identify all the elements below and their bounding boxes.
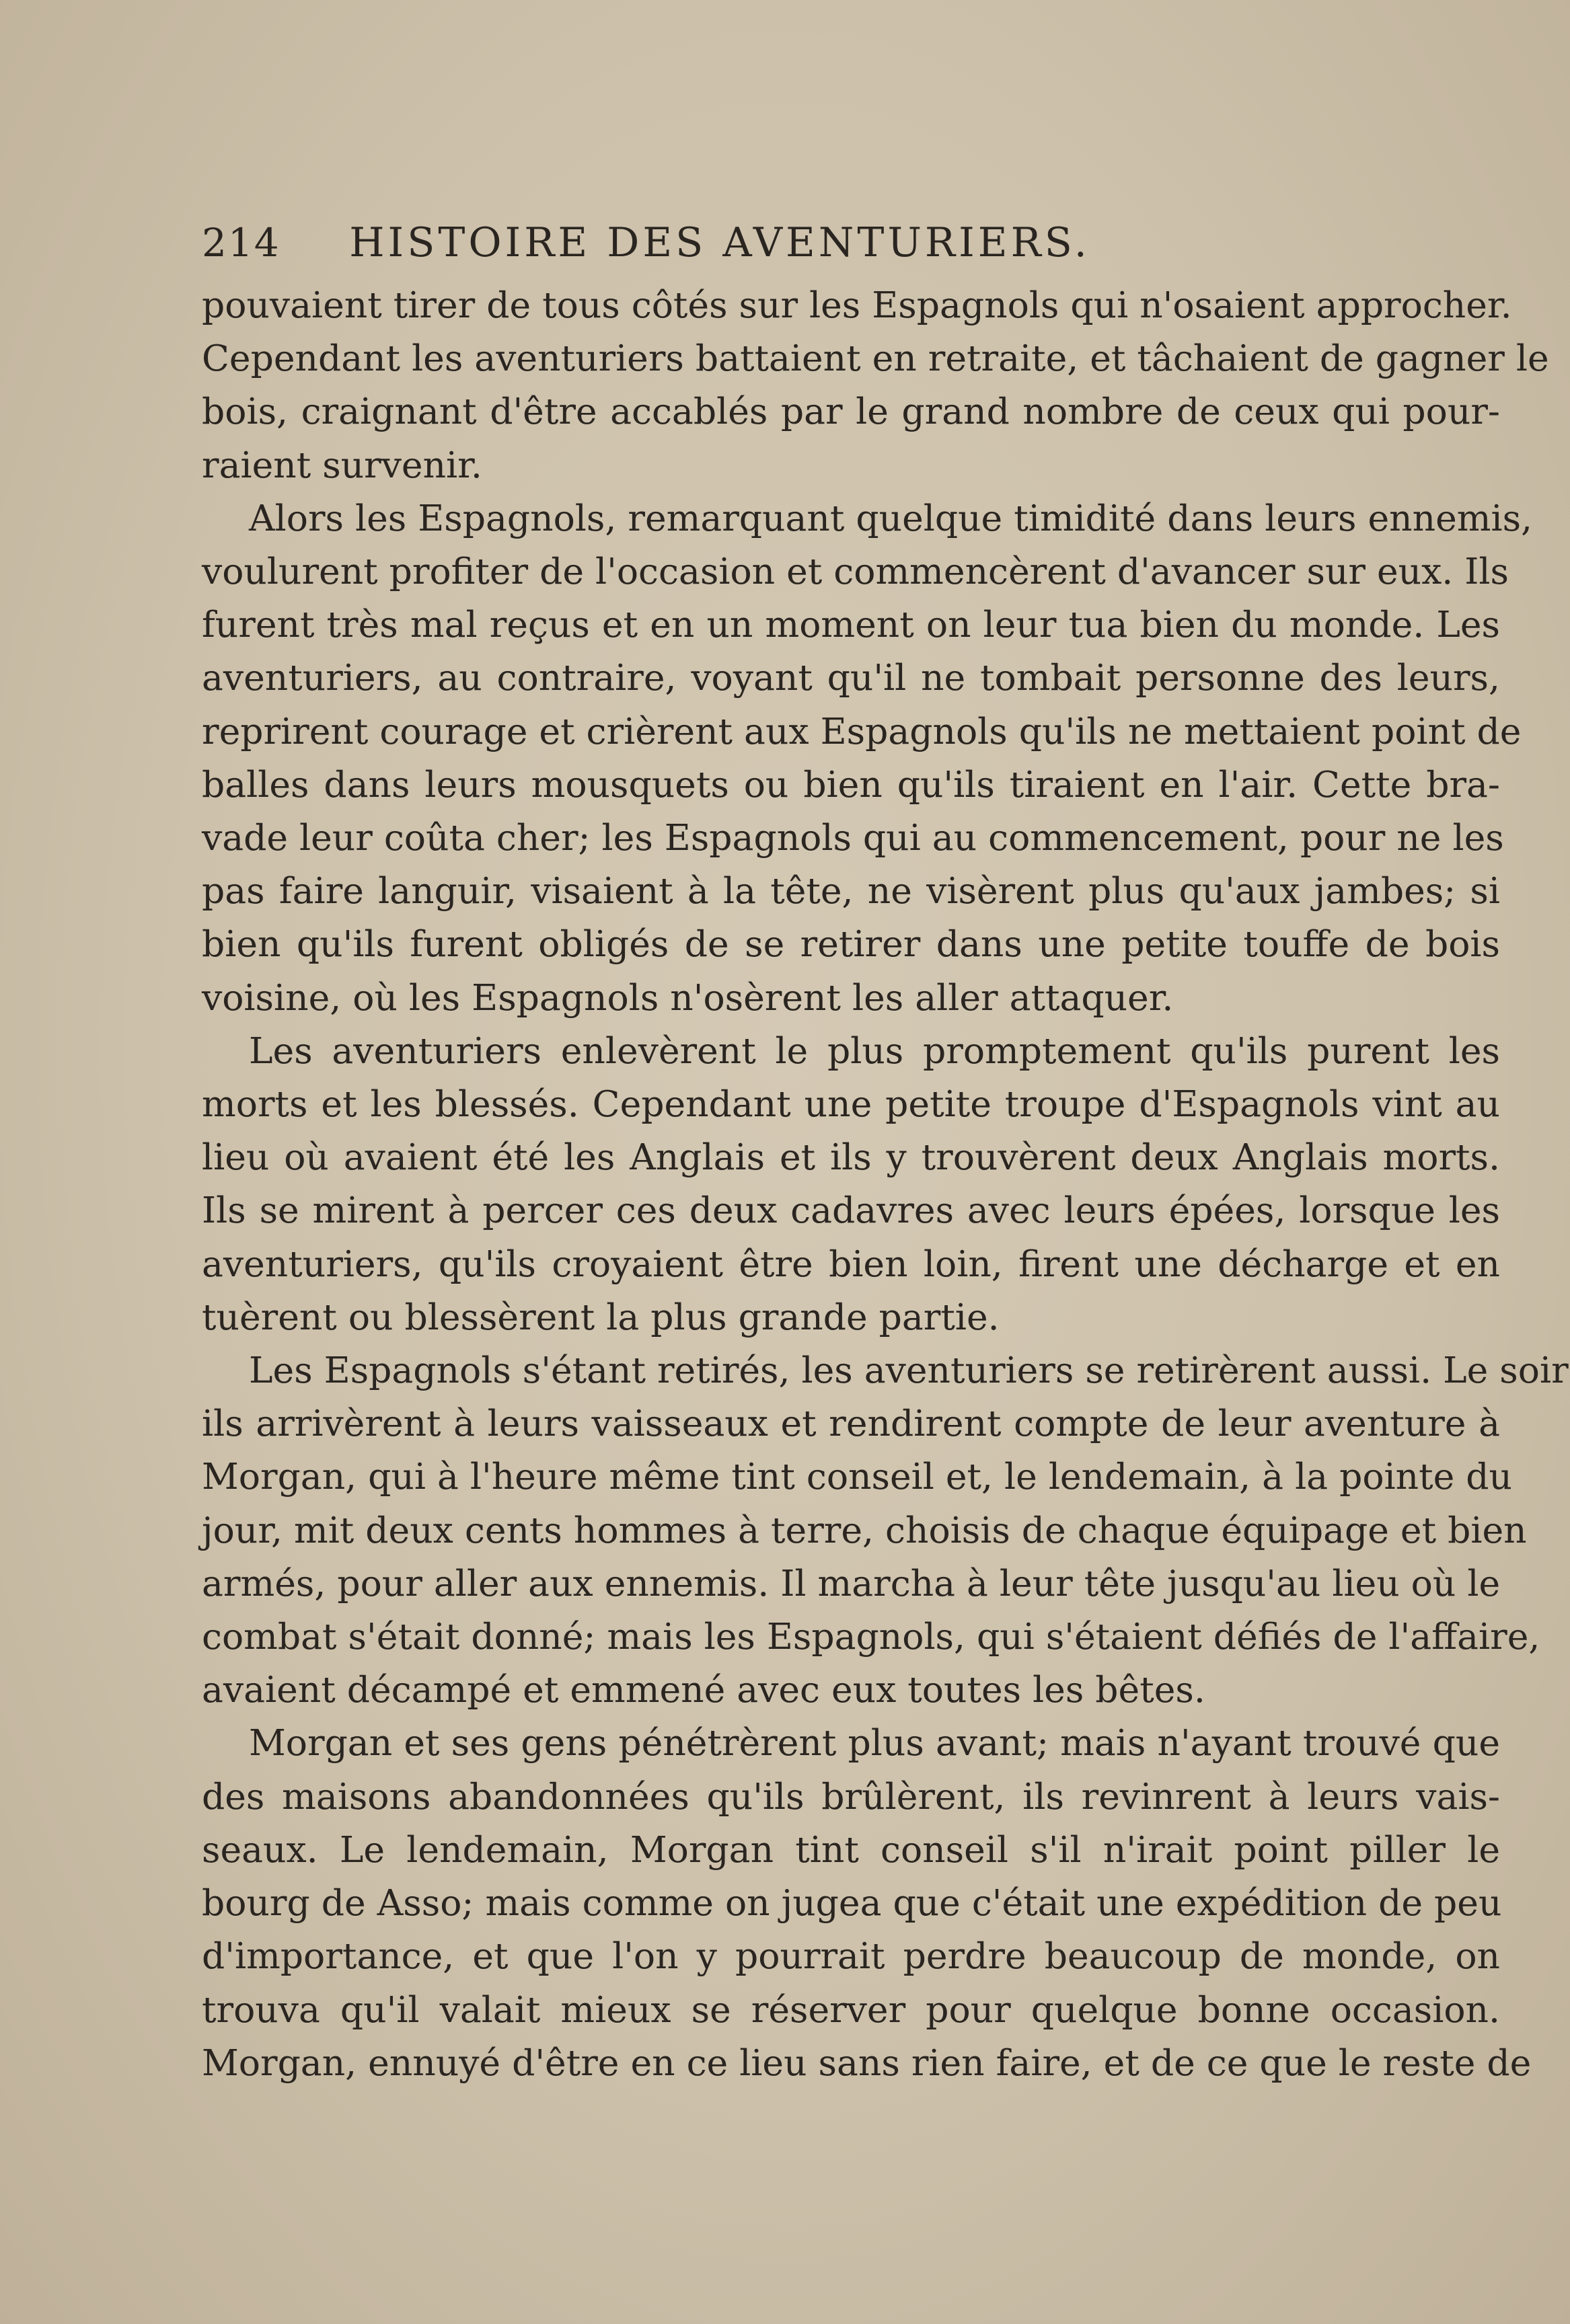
text-line: Alors les Espagnols, remarquant quelque timidité dans leurs ennemis, bbox=[249, 496, 1533, 539]
text-line: lieu où avaient été les Anglais et ils y trouvèrent deux Anglais morts. bbox=[202, 1136, 1500, 1179]
text-line: Les Espagnols s'étant retirés, les aventuriers se retirèrent aussi. Le soir bbox=[249, 1349, 1569, 1392]
page-number: 214 bbox=[202, 220, 281, 266]
text-line: pouvaient tirer de tous côtés sur les Espagnols qui n'osaient approcher. bbox=[202, 284, 1512, 326]
text-line: ils arrivèrent à leurs vaisseaux et rendirent compte de leur aventure à bbox=[202, 1402, 1500, 1445]
text-line: voulurent profiter de l'occasion et commencèrent d'avancer sur eux. Ils bbox=[202, 550, 1509, 593]
text-line: raient survenir. bbox=[202, 443, 482, 486]
text-line: jour, mit deux cents hommes à terre, choisis de chaque équipage et bien bbox=[202, 1508, 1527, 1551]
text-line: Morgan, ennuyé d'être en ce lieu sans rien faire, et de ce que le reste de bbox=[202, 2041, 1532, 2084]
text-line: morts et les blessés. Cependant une petite troupe d'Espagnols vint au bbox=[202, 1083, 1500, 1126]
text-line: Les aventuriers enlevèrent le plus promptement qu'ils purent les bbox=[249, 1029, 1500, 1072]
text-line: seaux. Le lendemain, Morgan tint conseil s'il n'irait point piller le bbox=[202, 1828, 1500, 1871]
paragraph bbox=[202, 1024, 1500, 1344]
text-line: furent très mal reçus et en un moment on leur tua bien du monde. Les bbox=[202, 603, 1500, 646]
text-line: reprirent courage et crièrent aux Espagnols qu'ils ne mettaient point de bbox=[202, 709, 1522, 752]
paragraph bbox=[202, 492, 1533, 1024]
text-line: armés, pour aller aux ennemis. Il marcha à leur tête jusqu'au lieu où le bbox=[202, 1561, 1501, 1604]
text-line: tuèrent ou blessèrent la plus grande partie. bbox=[202, 1295, 1000, 1338]
text-line: avaient décampé et emmené avec eux toutes les bêtes. bbox=[202, 1668, 1205, 1711]
text-line: pas faire languir, visaient à la tête, ne visèrent plus qu'aux jambes; si bbox=[202, 869, 1500, 913]
text-line: voisine, où les Espagnols n'osèrent les aller attaquer. bbox=[202, 976, 1174, 1019]
body-text bbox=[202, 278, 1569, 2089]
paragraph bbox=[202, 1716, 1532, 2089]
running-title: HISTOIRE DES AVENTURIERS. bbox=[349, 219, 1090, 266]
paragraph bbox=[202, 278, 1549, 492]
text-line: Morgan et ses gens pénétrèrent plus avant; mais n'ayant trouvé que bbox=[249, 1721, 1500, 1765]
text-line: Cependant les aventuriers battaient en retraite, et tâchaient de gagner le bbox=[202, 337, 1549, 380]
text-line: Ils se mirent à percer ces deux cadavres avec leurs épées, lorsque les bbox=[202, 1189, 1500, 1232]
text-line: d'importance, et que l'on y pourrait perdre beaucoup de monde, on bbox=[202, 1935, 1500, 1978]
text-line: bien qu'ils furent obligés de se retirer dans une petite touffe de bois bbox=[202, 923, 1500, 966]
text-line: aventuriers, qu'ils croyaient être bien loin, firent une décharge et en bbox=[202, 1242, 1500, 1285]
text-line: combat s'était donné; mais les Espagnols, qui s'étaient défiés de l'affaire, bbox=[202, 1615, 1540, 1658]
text-line: Morgan, qui à l'heure même tint conseil et, le lendemain, à la pointe du bbox=[202, 1455, 1512, 1498]
text-line: aventuriers, au contraire, voyant qu'il ne tombait personne des leurs, bbox=[202, 656, 1500, 699]
paragraph bbox=[202, 1344, 1569, 1716]
text-line: bois, craignant d'être accablés par le grand nombre de ceux qui pour- bbox=[202, 390, 1500, 433]
text-line: bourg de Asso; mais comme on jugea que c'était une expédition de peu bbox=[202, 1882, 1502, 1925]
page-header bbox=[202, 214, 1238, 272]
text-line: vade leur coûta cher; les Espagnols qui au commencement, pour ne les bbox=[202, 816, 1504, 859]
text-line: trouva qu'il valait mieux se réserver pour quelque bonne occasion. bbox=[202, 1988, 1500, 2031]
text-line: des maisons abandonnées qu'ils brûlèrent, ils revinrent à leurs vais- bbox=[202, 1775, 1500, 1818]
text-line: balles dans leurs mousquets ou bien qu'ils tiraient en l'air. Cette bra- bbox=[202, 763, 1500, 806]
